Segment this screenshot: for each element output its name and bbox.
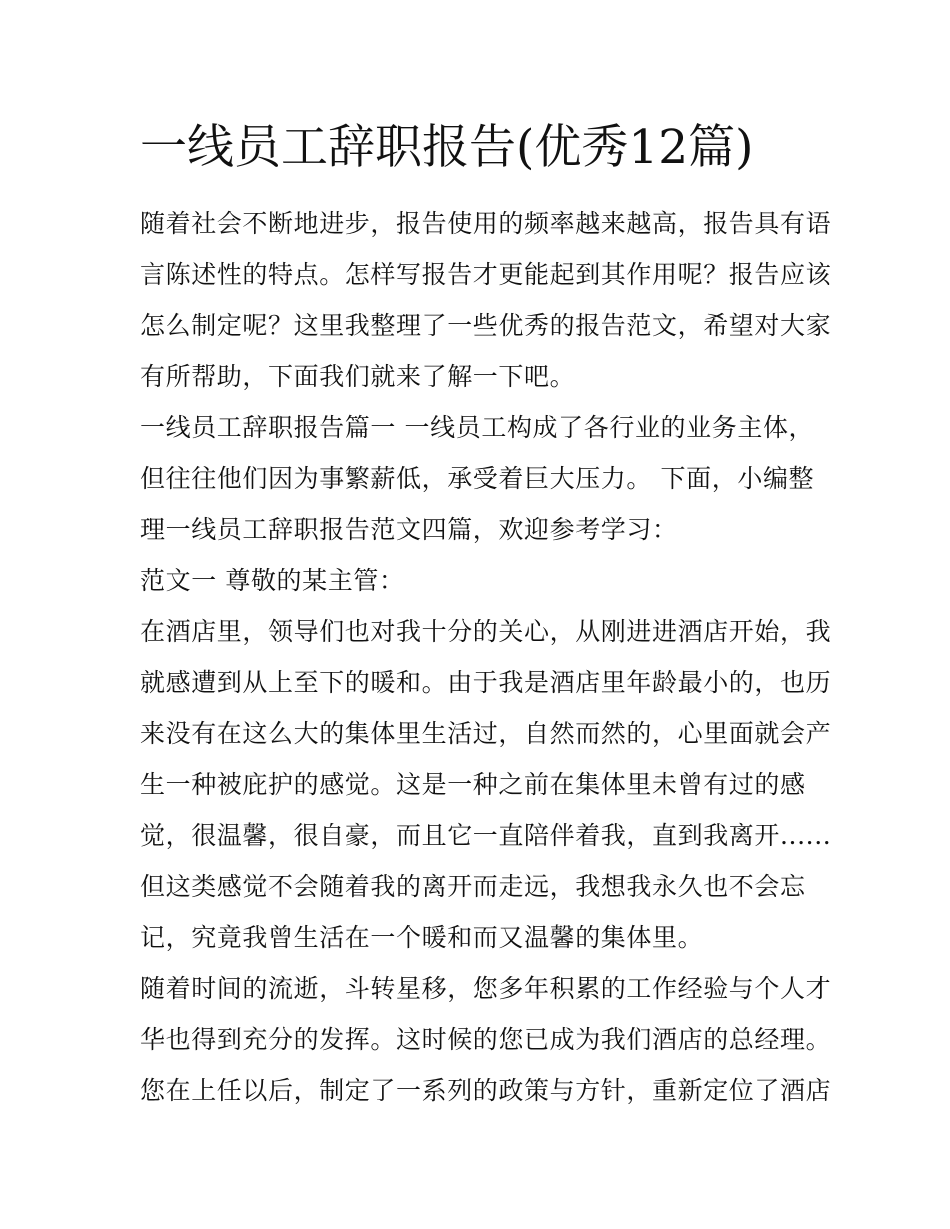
- body-line: 您在上任以后，制定了一系列的政策与方针，重新定位了酒店: [140, 1076, 832, 1105]
- body-line: 记，究竟我曾生活在一个暖和而又温馨的集体里。: [140, 923, 704, 952]
- body-line: 一线员工辞职报告篇一 一线员工构成了各行业的业务主体，: [140, 413, 815, 442]
- body-line: 范文一 尊敬的某主管：: [140, 566, 405, 595]
- body-line: 生一种被庇护的感觉。这是一种之前在集体里未曾有过的感: [140, 770, 806, 799]
- body-line: 在酒店里，领导们也对我十分的关心，从刚进进酒店开始，我: [140, 617, 832, 646]
- document-body: [140, 198, 832, 1116]
- body-line: 来没有在这么大的集体里生活过，自然而然的，心里面就会产: [140, 719, 832, 748]
- body-line: 就感遭到从上至下的暖和。由于我是酒店里年龄最小的，也历: [140, 668, 832, 697]
- document-title: 一线员工辞职报告(优秀12篇): [140, 120, 754, 175]
- body-line: 理一线员工辞职报告范文四篇，欢迎参考学习：: [140, 515, 678, 544]
- body-line: 有所帮助，下面我们就来了解一下吧。: [140, 362, 576, 391]
- body-line: 但这类感觉不会随着我的离开而走远，我想我永久也不会忘: [140, 872, 806, 901]
- body-line: 随着社会不断地进步，报告使用的频率越来越高，报告具有语: [140, 209, 832, 238]
- body-line: 觉，很温馨，很自豪，而且它一直陪伴着我，直到我离开......: [140, 821, 832, 850]
- body-line: 华也得到充分的发挥。这时候的您已成为我们酒店的总经理。: [140, 1025, 832, 1054]
- body-line: 但往往他们因为事繁薪低，承受着巨大压力。 下面，小编整: [140, 464, 815, 493]
- body-line: 怎么制定呢？这里我整理了一些优秀的报告范文，希望对大家: [140, 311, 832, 340]
- body-line: 言陈述性的特点。怎样写报告才更能起到其作用呢？报告应该: [140, 260, 832, 289]
- body-line: 随着时间的流逝，斗转星移，您多年积累的工作经验与个人才: [140, 974, 832, 1003]
